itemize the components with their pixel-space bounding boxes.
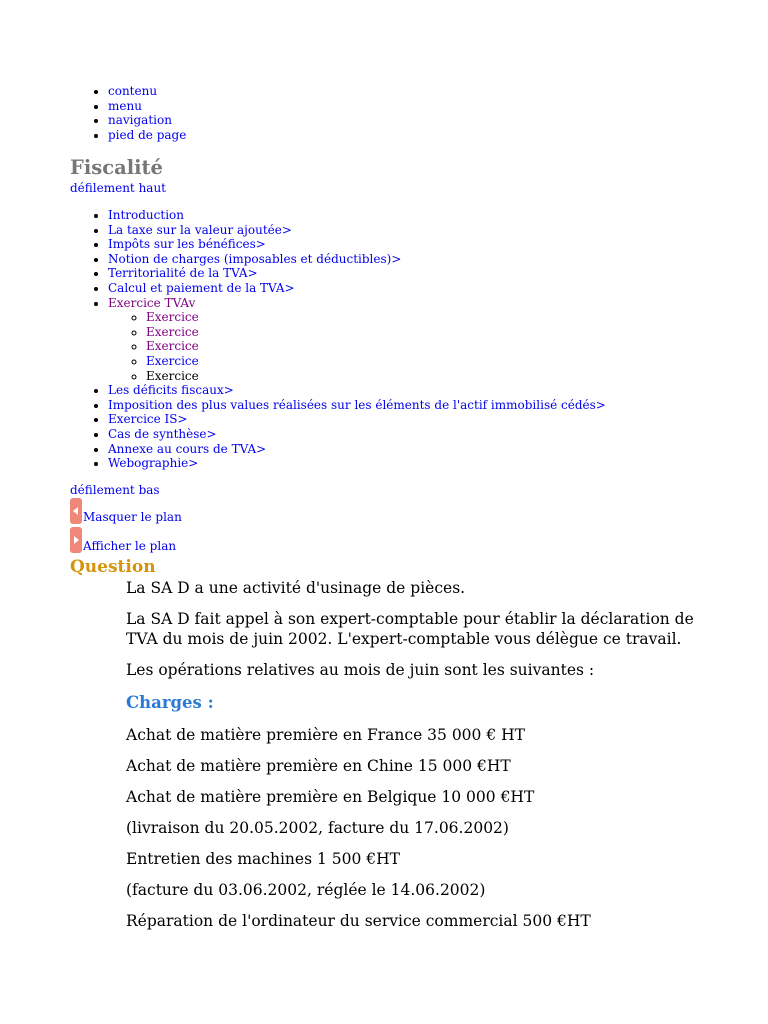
charge-line: Réparation de l'ordinateur du service commercial 500 €HT bbox=[126, 912, 591, 930]
question-content bbox=[126, 578, 726, 942]
toc-sublink-exercice-1[interactable]: Exercice bbox=[146, 310, 199, 325]
toc-subitem bbox=[146, 310, 606, 325]
charges-heading: Charges : bbox=[126, 693, 214, 712]
charge-line: (livraison du 20.05.2002, facture du 17.06.2002) bbox=[126, 819, 509, 837]
toc-item bbox=[108, 252, 606, 267]
toc-item bbox=[108, 427, 606, 442]
toc-subitem bbox=[146, 354, 606, 369]
toc-subitem bbox=[146, 325, 606, 340]
show-plan-button[interactable] bbox=[70, 527, 176, 553]
toc-item bbox=[108, 208, 606, 223]
toc-item bbox=[108, 412, 606, 427]
toc-link-deficits[interactable]: Les déficits fiscaux> bbox=[108, 383, 234, 398]
toc-item bbox=[108, 456, 606, 471]
toc-item bbox=[108, 237, 606, 252]
skip-link-navigation[interactable]: navigation bbox=[108, 113, 172, 128]
toc-link-introduction[interactable]: Introduction bbox=[108, 208, 184, 222]
toc-link-exercice-is[interactable]: Exercice IS> bbox=[108, 412, 188, 427]
arrow-left-icon bbox=[70, 498, 82, 524]
skip-link-footer[interactable]: pied de page bbox=[108, 127, 187, 142]
toc-link-calcul-paiement[interactable]: Calcul et paiement de la TVA> bbox=[108, 280, 295, 295]
question-title: Question bbox=[70, 557, 156, 577]
skip-link-item bbox=[108, 84, 186, 99]
skip-link-item bbox=[108, 99, 186, 114]
toc-link-impots-benefices[interactable]: Impôts sur les bénéfices> bbox=[108, 237, 266, 252]
toc-item bbox=[108, 296, 606, 384]
toc-item bbox=[108, 442, 606, 457]
content-paragraph: La SA D a une activité d'usinage de pièces. bbox=[126, 579, 466, 597]
hide-plan-button[interactable] bbox=[70, 498, 182, 524]
toc-link-webographie[interactable]: Webographie> bbox=[108, 456, 199, 471]
toc-link-territorialite[interactable]: Territorialité de la TVA> bbox=[108, 266, 258, 281]
toc-link-notion-charges[interactable]: Notion de charges (imposables et déductibles)> bbox=[108, 251, 402, 266]
toc-link-annexe-tva[interactable]: Annexe au cours de TVA> bbox=[108, 441, 267, 456]
content-paragraph: La SA D fait appel à son expert-comptable pour établir la déclaration de TVA du mois de juin 2002. L'expert-comptable vous délègue ce travail. bbox=[126, 610, 694, 648]
toc-link-cas-synthese[interactable]: Cas de synthèse> bbox=[108, 426, 217, 441]
show-plan-label: Afficher le plan bbox=[83, 539, 177, 553]
charge-line: Entretien des machines 1 500 €HT bbox=[126, 850, 400, 868]
skip-link-contenu[interactable]: contenu bbox=[108, 84, 158, 98]
skip-links bbox=[70, 84, 186, 142]
hide-plan-label: Masquer le plan bbox=[83, 510, 182, 524]
toc-link-tva[interactable]: La taxe sur la valeur ajoutée> bbox=[108, 222, 292, 237]
content-paragraph: Les opérations relatives au mois de juin sont les suivantes : bbox=[126, 661, 595, 679]
site-title: Fiscalité bbox=[70, 156, 163, 179]
charge-line: (facture du 03.06.2002, réglée le 14.06.2002) bbox=[126, 881, 486, 899]
arrow-right-icon bbox=[70, 527, 82, 553]
toc-menu bbox=[70, 208, 606, 471]
toc-item bbox=[108, 383, 606, 398]
toc-link-plus-values[interactable]: Imposition des plus values réalisées sur les éléments de l'actif immobilisé cédés> bbox=[108, 397, 606, 412]
toc-item bbox=[108, 266, 606, 281]
toc-item bbox=[108, 223, 606, 238]
charge-line: Achat de matière première en France 35 000 € HT bbox=[126, 726, 525, 744]
toc-item bbox=[108, 281, 606, 296]
skip-link-menu[interactable]: menu bbox=[108, 98, 142, 113]
charge-line: Achat de matière première en Belgique 10 000 €HT bbox=[126, 788, 535, 806]
scroll-up-link[interactable]: défilement haut bbox=[70, 181, 167, 195]
toc-subitem bbox=[146, 339, 606, 354]
skip-link-item bbox=[108, 128, 186, 143]
scroll-down-link[interactable]: défilement bas bbox=[70, 483, 160, 497]
toc-sublink-exercice-4[interactable]: Exercice bbox=[146, 353, 199, 368]
charge-line: Achat de matière première en Chine 15 000 €HT bbox=[126, 757, 511, 775]
toc-submenu bbox=[108, 310, 606, 383]
toc-subitem bbox=[146, 369, 606, 384]
skip-link-item bbox=[108, 113, 186, 128]
toc-link-exercice-tva[interactable]: Exercice TVAv bbox=[108, 295, 196, 310]
toc-sublink-exercice-2[interactable]: Exercice bbox=[146, 324, 199, 339]
toc-item bbox=[108, 398, 606, 413]
toc-sublink-exercice-3[interactable]: Exercice bbox=[146, 339, 199, 354]
toc-sublink-exercice-current: Exercice bbox=[146, 368, 199, 383]
